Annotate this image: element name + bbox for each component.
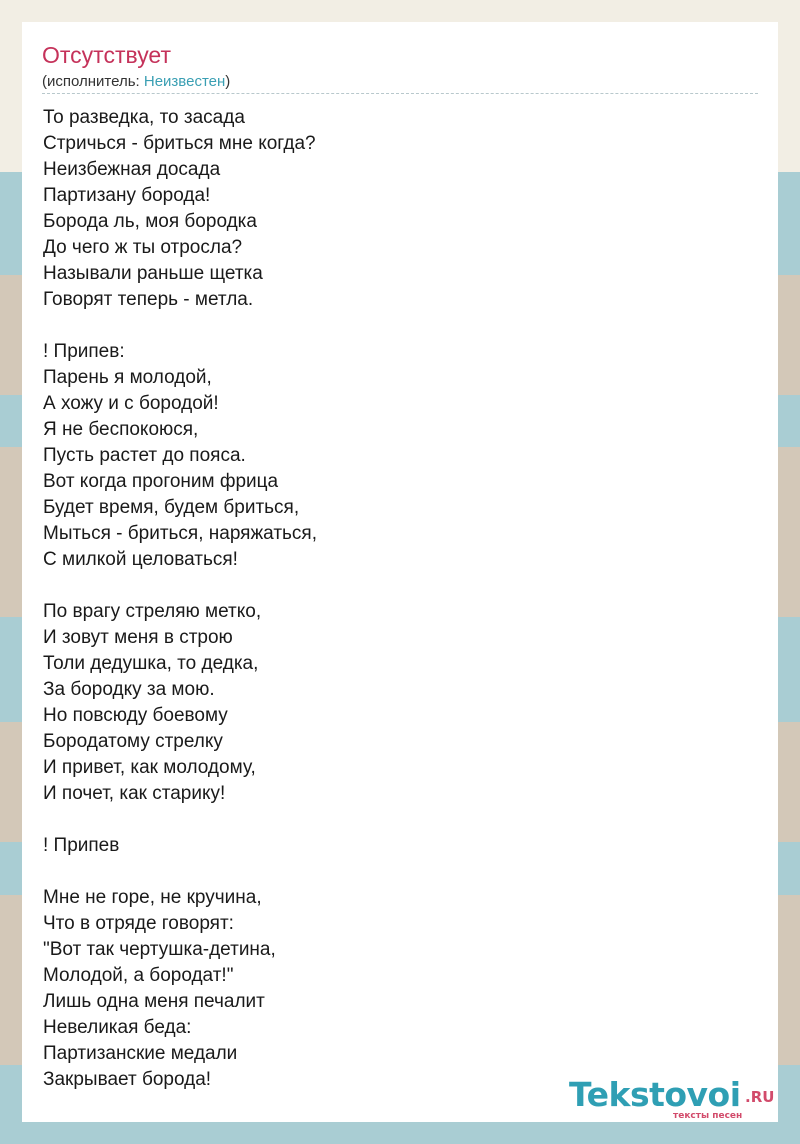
lyrics-stanza bbox=[43, 599, 743, 807]
lyrics-line: Называли раньше щетка bbox=[43, 263, 263, 284]
lyrics-line: Бородатому стрелку bbox=[43, 731, 223, 752]
lyrics-line: Будет время, будем бриться, bbox=[43, 497, 300, 518]
lyrics-line: Вот когда прогоним фрица bbox=[43, 471, 279, 492]
lyrics-text bbox=[43, 105, 743, 1093]
lyrics-line: Парень я молодой, bbox=[43, 367, 212, 388]
logo-tagline: тексты песен bbox=[673, 1111, 743, 1121]
artist-link[interactable]: Неизвестен bbox=[143, 73, 226, 90]
lyrics-line: Мне не горе, не кручина, bbox=[43, 887, 262, 908]
artist-suffix: ) bbox=[225, 73, 231, 90]
lyrics-line: То разведка, то засада bbox=[43, 107, 245, 128]
lyrics-line: Молодой, а бородат!" bbox=[43, 965, 234, 986]
lyrics-stanza bbox=[43, 339, 743, 573]
lyrics-line: Пусть растет до пояса. bbox=[43, 445, 246, 466]
logo-tld: .RU bbox=[745, 1088, 775, 1106]
lyrics-stanza bbox=[43, 833, 743, 859]
lyrics-stanza bbox=[43, 105, 743, 313]
logo-wordmark: Tekstovoi bbox=[569, 1075, 741, 1114]
lyrics-line: Борода ль, моя бородка bbox=[43, 211, 257, 232]
lyrics-line: По врагу стреляю метко, bbox=[43, 601, 262, 622]
lyrics-line: ! Припев bbox=[43, 835, 120, 856]
site-logo[interactable] bbox=[569, 1075, 779, 1121]
lyrics-line: Толи дедушка, то дедка, bbox=[43, 653, 259, 674]
lyrics-line: Партизану борода! bbox=[43, 185, 211, 206]
lyrics-line: Невеликая беда: bbox=[43, 1017, 192, 1038]
lyrics-line: Говорят теперь - метла. bbox=[43, 289, 254, 310]
lyrics-line: И привет, как молодому, bbox=[43, 757, 256, 778]
lyrics-line: Партизанские медали bbox=[43, 1043, 238, 1064]
lyrics-line: Неизбежная досада bbox=[43, 159, 221, 180]
lyrics-line: С милкой целоваться! bbox=[43, 549, 238, 570]
lyrics-line: А хожу и с бородой! bbox=[43, 393, 219, 414]
lyrics-line: ! Припев: bbox=[43, 341, 125, 362]
song-title: Отсутствует bbox=[42, 42, 171, 68]
lyrics-line: Лишь одна меня печалит bbox=[43, 991, 265, 1012]
divider bbox=[42, 93, 758, 94]
lyrics-line: "Вот так чертушка-детина, bbox=[43, 939, 276, 960]
lyrics-card bbox=[22, 22, 778, 1122]
lyrics-line: До чего ж ты отросла? bbox=[43, 237, 243, 258]
lyrics-line: Стричься - бриться мне когда? bbox=[43, 133, 316, 154]
lyrics-line: И почет, как старику! bbox=[43, 783, 226, 804]
artist-line bbox=[42, 73, 230, 90]
lyrics-line: Я не беспокоюся, bbox=[43, 419, 199, 440]
artist-prefix: (исполнитель: bbox=[42, 73, 144, 90]
lyrics-line: Закрывает борода! bbox=[43, 1069, 212, 1090]
lyrics-line: Но повсюду боевому bbox=[43, 705, 228, 726]
lyrics-line: И зовут меня в строю bbox=[43, 627, 233, 648]
lyrics-line: За бородку за мою. bbox=[43, 679, 215, 700]
lyrics-line: Что в отряде говорят: bbox=[43, 913, 234, 934]
lyrics-stanza bbox=[43, 885, 743, 1093]
lyrics-line: Мыться - бриться, наряжаться, bbox=[43, 523, 317, 544]
